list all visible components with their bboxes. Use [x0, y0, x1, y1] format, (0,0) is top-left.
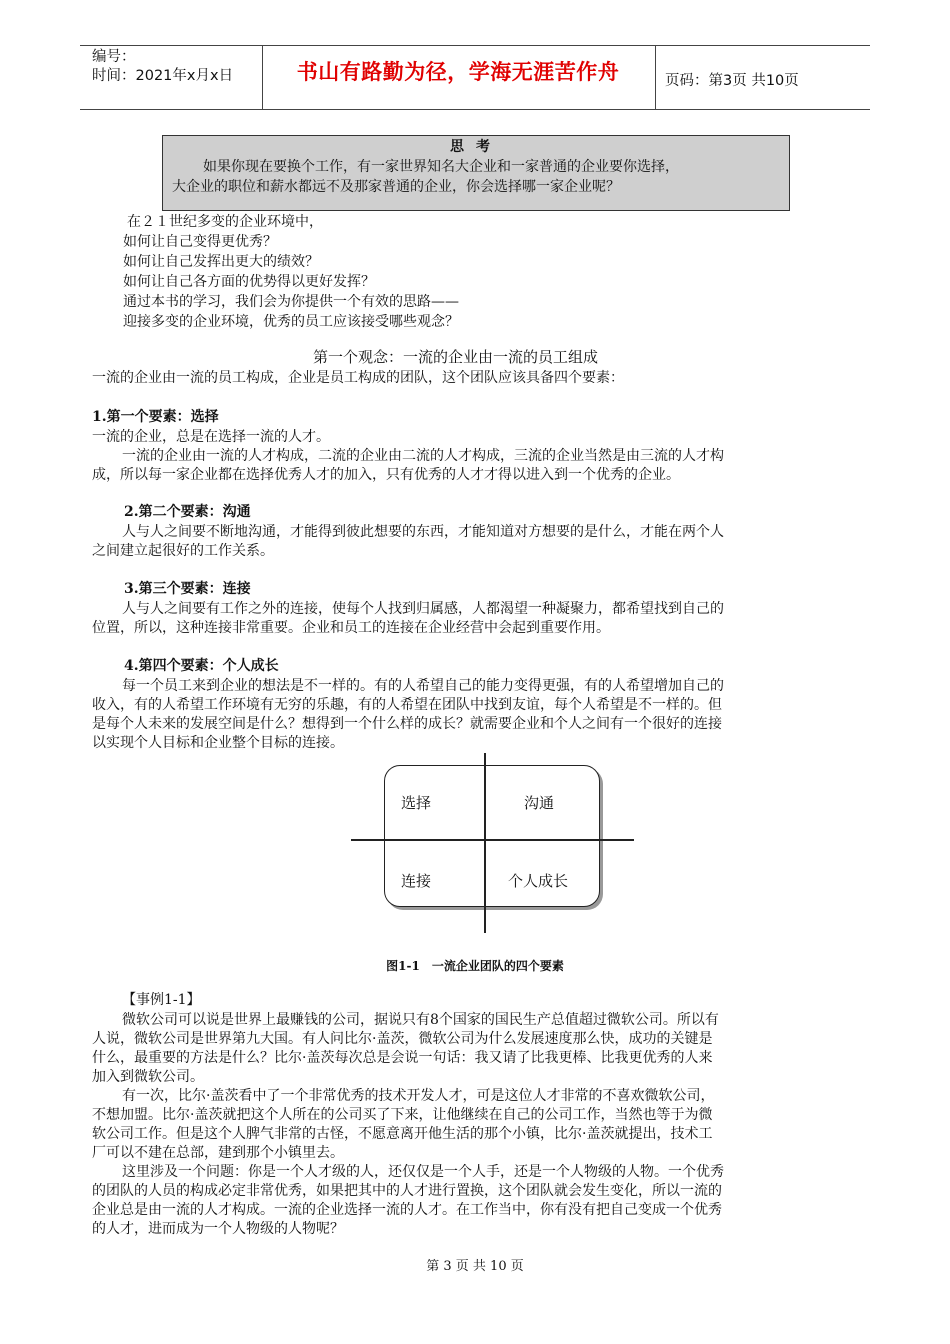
think-box [162, 135, 790, 211]
case-line: 的团队的人员的构成必定非常优秀，如果把其中的人才进行置换，这个团队就会发生变化，所以一流的 [92, 1183, 722, 1199]
element-line: 之间建立起很好的工作关系。 [92, 543, 274, 559]
section-lead: 一流的企业由一流的员工构成，企业是员工构成的团队，这个团队应该具备四个要素： [92, 370, 624, 386]
think-box-line: 如果你现在要换个工作，有一家世界知名大企业和一家普通的企业要你选择， [203, 159, 679, 175]
element-line: 以实现个人目标和企业整个目标的连接。 [92, 735, 344, 751]
header-bottom-rule [80, 109, 870, 110]
element-line: 是每个人未来的发展空间是什么？想得到一个什么样的成长？就需要企业和个人之间有一个很好的连接 [92, 716, 722, 732]
intro-line: 如何让自己发挥出更大的绩效？ [123, 254, 319, 270]
case-line: 人说，微软公司是世界第九大国。有人问比尔·盖茨，微软公司为什么发展速度那么快，成功的关键是 [92, 1031, 713, 1047]
diagram-horizontal-axis [351, 839, 634, 841]
element-line: 位置，所以，这种连接非常重要。企业和员工的连接在企业经营中会起到重要作用。 [92, 620, 610, 636]
intro-line: 迎接多变的企业环境，优秀的员工应该接受哪些观念？ [123, 314, 459, 330]
header-divider-right [655, 45, 656, 109]
case-line: 加入到微软公司。 [92, 1069, 204, 1085]
element-line: 人与人之间要不断地沟通，才能得到彼此想要的东西，才能知道对方想要的是什么，才能在两个人 [122, 524, 724, 540]
quadrant-communicate: 沟通 [524, 794, 555, 812]
section-title: 第一个观念：一流的企业由一流的员工组成 [313, 348, 599, 366]
intro-line: 通过本书的学习，我们会为你提供一个有效的思路—— [123, 294, 459, 310]
element-line: 一流的企业由一流的人才构成，二流的企业由二流的人才构成，三流的企业当然是由三流的人才构 [122, 448, 724, 464]
header-meta [92, 48, 233, 86]
diagram-vertical-axis [484, 753, 486, 933]
element-line: 一流的企业，总是在选择一流的人才。 [92, 429, 330, 445]
time-label: 时间：2021年x月x日 [92, 68, 234, 84]
quadrant-choose: 选择 [401, 794, 432, 812]
case-line: 企业总是由一流的人才构成。一流的企业选择一流的人才。在工作当中，你有没有把自己变成一个优秀 [92, 1202, 722, 1218]
case-line: 软公司工作。但是这个人脾气非常的古怪，不愿意离开他生活的那个小镇，比尔·盖茨就提出，技术工 [92, 1126, 713, 1142]
header-motto: 书山有路勤为径，学海无涯苦作舟 [296, 60, 620, 84]
think-box-title: 思考 [450, 139, 502, 155]
element-heading: 4.第四个要素：个人成长 [124, 658, 279, 674]
case-line: 有一次，比尔·盖茨看中了一个非常优秀的技术开发人才，可是这位人才非常的不喜欢微软公司， [122, 1088, 715, 1104]
header-page-label: 页码：第3页 共10页 [665, 73, 799, 89]
figure-caption: 图1-1 一流企业团队的四个要素 [386, 959, 564, 973]
intro-line: 如何让自己变得更优秀？ [123, 234, 277, 250]
element-heading: 2.第二个要素：沟通 [124, 504, 251, 520]
case-line: 什么，最重要的方法是什么？比尔·盖茨每次总是会说一句话：我又请了比我更棒、比我更优秀的人来 [92, 1050, 713, 1066]
element-line: 收入，有的人希望工作环境有无穷的乐趣，有的人希望在团队中找到友谊，每个人希望是不一样的。但 [92, 697, 722, 713]
number-label: 编号： [92, 49, 136, 65]
page-footer: 第 3 页 共 10 页 [426, 1259, 524, 1274]
quadrant-connect: 连接 [401, 872, 432, 890]
case-line: 的人才，进而成为一个人物级的人物呢？ [92, 1221, 344, 1237]
element-heading: 1.第一个要素：选择 [92, 409, 219, 425]
element-heading: 3.第三个要素：连接 [124, 581, 251, 597]
case-line: 厂可以不建在总部，建到那个小镇里去。 [92, 1145, 344, 1161]
case-line: 不想加盟。比尔·盖茨就把这个人所在的公司买了下来，让他继续在自己的公司工作，当然也等于为微 [92, 1107, 713, 1123]
element-line: 人与人之间要有工作之外的连接，使每个人找到归属感，人都渴望一种凝聚力，都希望找到自己的 [122, 601, 724, 617]
case-line: 微软公司可以说是世界上最赚钱的公司，据说只有8个国家的国民生产总值超过微软公司。所以有 [122, 1012, 719, 1028]
case-line: 这里涉及一个问题：你是一个人才级的人，还仅仅是一个人手，还是一个人物级的人物。一个优秀 [122, 1164, 724, 1180]
case-label: 【事例1-1】 [122, 992, 201, 1008]
header-top-rule [80, 45, 870, 46]
intro-line: 如何让自己各方面的优势得以更好发挥？ [123, 274, 375, 290]
think-box-line: 大企业的职位和薪水都远不及那家普通的企业，你会选择哪一家企业呢？ [172, 179, 620, 195]
quadrant-growth: 个人成长 [508, 872, 569, 890]
element-line: 每一个员工来到企业的想法是不一样的。有的人希望自己的能力变得更强，有的人希望增加自己的 [122, 678, 724, 694]
element-line: 成，所以每一家企业都在选择优秀人才的加入，只有优秀的人才才得以进入到一个优秀的企业。 [92, 467, 680, 483]
intro-line: 在２１世纪多变的企业环境中， [127, 214, 323, 230]
